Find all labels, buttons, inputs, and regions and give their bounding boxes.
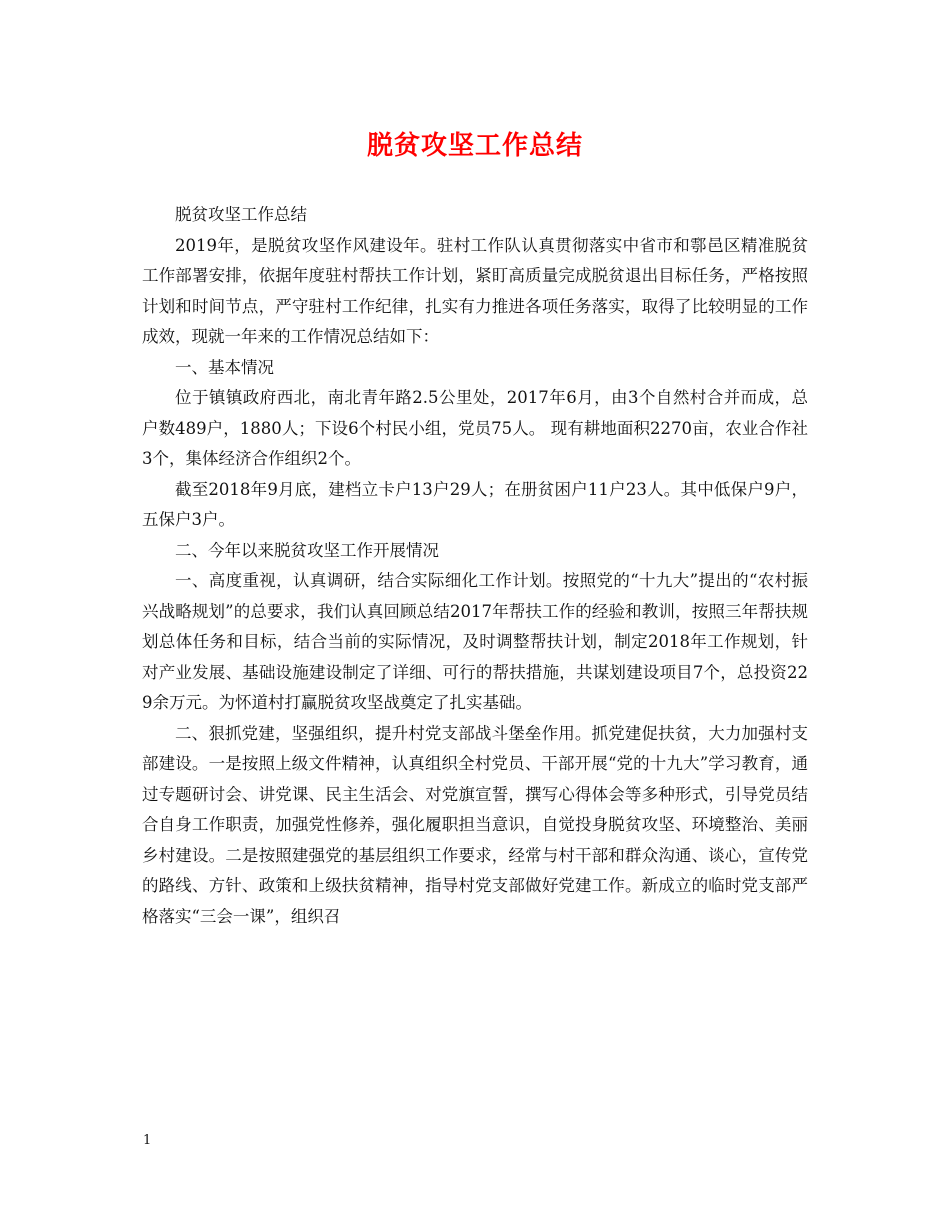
document-body bbox=[142, 200, 808, 932]
page-number: 1 bbox=[143, 1133, 152, 1148]
paragraph-village-location: 位于镇镇政府西北，南北青年路2.5公里处，2017年6月，由3个自然村合并而成，总户数489户，1880人；下设6个村民小组，党员75人。 现有耕地面积2270亩，农业合作社3个，集体经济合作组织2个。 bbox=[142, 388, 808, 468]
section-heading-work-progress: 二、今年以来脱贫攻坚工作开展情况 bbox=[175, 540, 439, 560]
paragraph-party-building: 二、狠抓党建，坚强组织，提升村党支部战斗堡垒作用。抓党建促扶贫，大力加强村支部建设。一是按照上级文件精神，认真组织全村党员、干部开展“党的十九大”学习教育，通过专题研讨会、讲党课、民主生活会、对党旗宣誓，撰写心得体会等多种形式，引导党员结合自身工作职责，加强党性修养，强化履职担当意识，自觉投身脱贫攻坚、环境整治、美丽乡村建设。二是按照建强党的基层组织工作要求，经常与村干部和群众沟通、谈心，宣传党的路线、方针、政策和上级扶贫精神，指导村党支部做好党建工作。新成立的临时党支部严格落实“三会一课”，组织召 bbox=[142, 723, 808, 926]
paragraph-subtitle: 脱贫攻坚工作总结 bbox=[175, 205, 307, 224]
paragraph-intro: 2019年，是脱贫攻坚作风建设年。驻村工作队认真贯彻落实中省市和鄠邑区精准脱贫工作部署安排，依据年度驻村帮扶工作计划，紧盯高质量完成脱贫退出目标任务，严格按照计划和时间节点，严守驻村工作纪律，扎实有力推进各项任务落实，取得了比较明显的工作成效，现就一年来的工作情况总结如下： bbox=[142, 235, 808, 346]
section-heading-basic-situation: 一、基本情况 bbox=[175, 357, 274, 377]
document-title: 脱贫攻坚工作总结 bbox=[366, 131, 583, 161]
paragraph-work-plan: 一、高度重视，认真调研，结合实际细化工作计划。按照党的“十九大”提出的“农村振兴战略规划”的总要求，我们认真回顾总结2017年帮扶工作的经验和教训，按照三年帮扶规划总体任务和目标，结合当前的实际情况，及时调整帮扶计划，制定2018年工作规划，针对产业发展、基础设施建设制定了详细、可行的帮扶措施，共谋划建设项目7个，总投资229余万元。为怀道村打赢脱贫攻坚战奠定了扎实基础。 bbox=[142, 571, 808, 712]
paragraph-registered-households: 截至2018年9月底，建档立卡户13户29人；在册贫困户11户23人。其中低保户9户，五保户3户。 bbox=[142, 479, 808, 529]
